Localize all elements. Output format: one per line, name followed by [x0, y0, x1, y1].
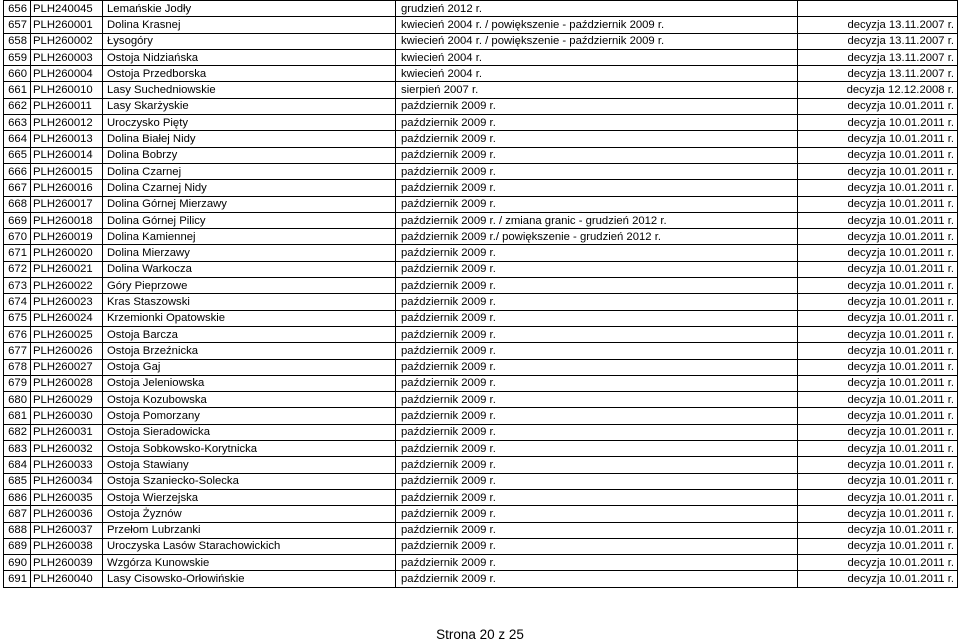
decision: decyzja 10.01.2011 r. — [798, 571, 958, 587]
table-row — [4, 98, 958, 114]
row-number: 660 — [4, 66, 31, 82]
table-row — [4, 424, 958, 440]
site-name: Ostoja Pomorzany — [103, 408, 396, 424]
row-number: 662 — [4, 98, 31, 114]
decision: decyzja 10.01.2011 r. — [798, 147, 958, 163]
site-name: Dolina Warkocza — [103, 261, 396, 277]
designation-date: październik 2009 r. — [396, 408, 798, 424]
table-row — [4, 1, 958, 17]
designation-date: październik 2009 r. — [396, 147, 798, 163]
decision: decyzja 10.01.2011 r. — [798, 506, 958, 522]
site-name: Dolina Górnej Pilicy — [103, 212, 396, 228]
row-number: 689 — [4, 538, 31, 554]
table-row — [4, 375, 958, 391]
decision: decyzja 10.01.2011 r. — [798, 424, 958, 440]
table-row — [4, 310, 958, 326]
decision — [798, 1, 958, 17]
row-number: 657 — [4, 17, 31, 33]
table-row — [4, 66, 958, 82]
row-number: 673 — [4, 278, 31, 294]
designation-date: październik 2009 r. — [396, 489, 798, 505]
site-name: Dolina Kamiennej — [103, 229, 396, 245]
site-name: Dolina Czarnej Nidy — [103, 180, 396, 196]
designation-date: kwiecień 2004 r. / powiększenie - październik 2009 r. — [396, 17, 798, 33]
designation-date: październik 2009 r. — [396, 424, 798, 440]
site-code: PLH260029 — [31, 392, 103, 408]
table-row — [4, 49, 958, 65]
decision: decyzja 10.01.2011 r. — [798, 555, 958, 571]
table-row — [4, 441, 958, 457]
row-number: 683 — [4, 441, 31, 457]
site-name: Przełom Lubrzanki — [103, 522, 396, 538]
site-name: Ostoja Żyznów — [103, 506, 396, 522]
decision: decyzja 10.01.2011 r. — [798, 326, 958, 342]
decision: decyzja 13.11.2007 r. — [798, 66, 958, 82]
table-row — [4, 408, 958, 424]
site-code: PLH260034 — [31, 473, 103, 489]
table-row — [4, 489, 958, 505]
site-code: PLH260036 — [31, 506, 103, 522]
site-code: PLH260031 — [31, 424, 103, 440]
site-code: PLH260016 — [31, 180, 103, 196]
site-name: Kras Staszowski — [103, 294, 396, 310]
table-row — [4, 343, 958, 359]
site-code: PLH260028 — [31, 375, 103, 391]
site-code: PLH260023 — [31, 294, 103, 310]
row-number: 685 — [4, 473, 31, 489]
site-name: Ostoja Jeleniowska — [103, 375, 396, 391]
decision: decyzja 10.01.2011 r. — [798, 310, 958, 326]
designation-date: październik 2009 r. — [396, 473, 798, 489]
designation-date: październik 2009 r. — [396, 131, 798, 147]
designation-date: październik 2009 r. — [396, 261, 798, 277]
row-number: 661 — [4, 82, 31, 98]
decision: decyzja 10.01.2011 r. — [798, 375, 958, 391]
decision: decyzja 10.01.2011 r. — [798, 229, 958, 245]
site-name: Lasy Cisowsko-Orłowińskie — [103, 571, 396, 587]
site-name: Dolina Bobrzy — [103, 147, 396, 163]
table-row — [4, 359, 958, 375]
table-row — [4, 538, 958, 554]
site-name: Ostoja Sieradowicka — [103, 424, 396, 440]
decision: decyzja 10.01.2011 r. — [798, 522, 958, 538]
decision: decyzja 13.11.2007 r. — [798, 33, 958, 49]
site-name: Lemańskie Jodły — [103, 1, 396, 17]
decision: decyzja 10.01.2011 r. — [798, 131, 958, 147]
site-code: PLH260033 — [31, 457, 103, 473]
row-number: 671 — [4, 245, 31, 261]
row-number: 681 — [4, 408, 31, 424]
site-name: Ostoja Nidziańska — [103, 49, 396, 65]
row-number: 691 — [4, 571, 31, 587]
designation-date: październik 2009 r. — [396, 571, 798, 587]
decision: decyzja 10.01.2011 r. — [798, 163, 958, 179]
row-number: 678 — [4, 359, 31, 375]
designation-date: październik 2009 r. — [396, 163, 798, 179]
decision: decyzja 10.01.2011 r. — [798, 489, 958, 505]
site-name: Ostoja Stawiany — [103, 457, 396, 473]
site-name: Ostoja Wierzejska — [103, 489, 396, 505]
row-number: 690 — [4, 555, 31, 571]
decision: decyzja 10.01.2011 r. — [798, 115, 958, 131]
site-code: PLH260003 — [31, 49, 103, 65]
decision: decyzja 10.01.2011 r. — [798, 98, 958, 114]
site-name: Dolina Krasnej — [103, 17, 396, 33]
table-row — [4, 115, 958, 131]
site-name: Dolina Czarnej — [103, 163, 396, 179]
site-code: PLH260035 — [31, 489, 103, 505]
site-code: PLH240045 — [31, 1, 103, 17]
site-code: PLH260025 — [31, 326, 103, 342]
site-code: PLH260002 — [31, 33, 103, 49]
row-number: 672 — [4, 261, 31, 277]
designation-date: kwiecień 2004 r. — [396, 66, 798, 82]
decision: decyzja 10.01.2011 r. — [798, 392, 958, 408]
row-number: 669 — [4, 212, 31, 228]
site-code: PLH260038 — [31, 538, 103, 554]
row-number: 658 — [4, 33, 31, 49]
site-code: PLH260020 — [31, 245, 103, 261]
table-row — [4, 392, 958, 408]
site-name: Ostoja Szaniecko-Solecka — [103, 473, 396, 489]
table-row — [4, 522, 958, 538]
table-row — [4, 163, 958, 179]
row-number: 665 — [4, 147, 31, 163]
decision: decyzja 12.12.2008 r. — [798, 82, 958, 98]
row-number: 659 — [4, 49, 31, 65]
row-number: 664 — [4, 131, 31, 147]
table-row — [4, 555, 958, 571]
table-row — [4, 147, 958, 163]
decision: decyzja 10.01.2011 r. — [798, 278, 958, 294]
decision: decyzja 10.01.2011 r. — [798, 196, 958, 212]
designation-date: kwiecień 2004 r. — [396, 49, 798, 65]
decision: decyzja 10.01.2011 r. — [798, 457, 958, 473]
site-name: Dolina Mierzawy — [103, 245, 396, 261]
decision: decyzja 10.01.2011 r. — [798, 261, 958, 277]
row-number: 680 — [4, 392, 31, 408]
designation-date: październik 2009 r. — [396, 196, 798, 212]
site-name: Wzgórza Kunowskie — [103, 555, 396, 571]
row-number: 676 — [4, 326, 31, 342]
decision: decyzja 10.01.2011 r. — [798, 473, 958, 489]
site-name: Lasy Skarżyskie — [103, 98, 396, 114]
designation-date: październik 2009 r. — [396, 180, 798, 196]
row-number: 668 — [4, 196, 31, 212]
site-code: PLH260012 — [31, 115, 103, 131]
site-code: PLH260021 — [31, 261, 103, 277]
designation-date: październik 2009 r. — [396, 294, 798, 310]
decision: decyzja 13.11.2007 r. — [798, 17, 958, 33]
table-row — [4, 457, 958, 473]
table-row — [4, 473, 958, 489]
designation-date: październik 2009 r. — [396, 506, 798, 522]
row-number: 688 — [4, 522, 31, 538]
row-number: 666 — [4, 163, 31, 179]
site-code: PLH260037 — [31, 522, 103, 538]
designation-date: październik 2009 r. — [396, 392, 798, 408]
row-number: 667 — [4, 180, 31, 196]
row-number: 670 — [4, 229, 31, 245]
site-code: PLH260015 — [31, 163, 103, 179]
table-row — [4, 229, 958, 245]
row-number: 684 — [4, 457, 31, 473]
table-row — [4, 294, 958, 310]
site-code: PLH260011 — [31, 98, 103, 114]
designation-date: październik 2009 r. — [396, 375, 798, 391]
site-code: PLH260027 — [31, 359, 103, 375]
designation-date: październik 2009 r. — [396, 555, 798, 571]
page-number: Strona 20 z 25 — [436, 627, 524, 642]
table-row — [4, 196, 958, 212]
site-name: Ostoja Gaj — [103, 359, 396, 375]
site-code: PLH260019 — [31, 229, 103, 245]
site-code: PLH260024 — [31, 310, 103, 326]
decision: decyzja 10.01.2011 r. — [798, 408, 958, 424]
table-row — [4, 212, 958, 228]
designation-date: październik 2009 r. — [396, 98, 798, 114]
designation-date: październik 2009 r. — [396, 245, 798, 261]
table-row — [4, 33, 958, 49]
designation-date: październik 2009 r. — [396, 343, 798, 359]
row-number: 679 — [4, 375, 31, 391]
table-row — [4, 17, 958, 33]
site-code: PLH260004 — [31, 66, 103, 82]
site-name: Ostoja Przedborska — [103, 66, 396, 82]
decision: decyzja 13.11.2007 r. — [798, 49, 958, 65]
designation-date: październik 2009 r. — [396, 457, 798, 473]
site-name: Uroczyska Lasów Starachowickich — [103, 538, 396, 554]
designation-date: październik 2009 r. — [396, 278, 798, 294]
row-number: 677 — [4, 343, 31, 359]
designation-date: sierpień 2007 r. — [396, 82, 798, 98]
designation-date: październik 2009 r. — [396, 310, 798, 326]
row-number: 663 — [4, 115, 31, 131]
decision: decyzja 10.01.2011 r. — [798, 538, 958, 554]
table-row — [4, 180, 958, 196]
site-code: PLH260040 — [31, 571, 103, 587]
designation-date: październik 2009 r. — [396, 326, 798, 342]
site-name: Uroczysko Pięty — [103, 115, 396, 131]
table-row — [4, 261, 958, 277]
table-row — [4, 82, 958, 98]
designation-date: październik 2009 r. — [396, 115, 798, 131]
designation-date: październik 2009 r. — [396, 538, 798, 554]
site-code: PLH260022 — [31, 278, 103, 294]
designation-date: październik 2009 r./ powiększenie - grudzień 2012 r. — [396, 229, 798, 245]
site-code: PLH260001 — [31, 17, 103, 33]
row-number: 687 — [4, 506, 31, 522]
decision: decyzja 10.01.2011 r. — [798, 212, 958, 228]
designation-date: kwiecień 2004 r. / powiększenie - październik 2009 r. — [396, 33, 798, 49]
site-name: Ostoja Barcza — [103, 326, 396, 342]
site-name: Łysogóry — [103, 33, 396, 49]
site-name: Ostoja Kozubowska — [103, 392, 396, 408]
row-number: 675 — [4, 310, 31, 326]
designation-date: październik 2009 r. — [396, 441, 798, 457]
site-name: Góry Pieprzowe — [103, 278, 396, 294]
row-number: 674 — [4, 294, 31, 310]
designation-date: grudzień 2012 r. — [396, 1, 798, 17]
table-body — [4, 1, 958, 588]
table-row — [4, 326, 958, 342]
site-name: Krzemionki Opatowskie — [103, 310, 396, 326]
site-code: PLH260017 — [31, 196, 103, 212]
table-row — [4, 131, 958, 147]
site-code: PLH260039 — [31, 555, 103, 571]
row-number: 682 — [4, 424, 31, 440]
site-code: PLH260018 — [31, 212, 103, 228]
site-code: PLH260026 — [31, 343, 103, 359]
site-code: PLH260014 — [31, 147, 103, 163]
site-code: PLH260010 — [31, 82, 103, 98]
table-row — [4, 571, 958, 587]
site-code: PLH260032 — [31, 441, 103, 457]
decision: decyzja 10.01.2011 r. — [798, 180, 958, 196]
decision: decyzja 10.01.2011 r. — [798, 294, 958, 310]
decision: decyzja 10.01.2011 r. — [798, 359, 958, 375]
row-number: 656 — [4, 1, 31, 17]
decision: decyzja 10.01.2011 r. — [798, 343, 958, 359]
sites-table — [3, 0, 958, 588]
site-name: Dolina Górnej Mierzawy — [103, 196, 396, 212]
designation-date: październik 2009 r. / zmiana granic - grudzień 2012 r. — [396, 212, 798, 228]
decision: decyzja 10.01.2011 r. — [798, 245, 958, 261]
site-name: Dolina Białej Nidy — [103, 131, 396, 147]
designation-date: październik 2009 r. — [396, 359, 798, 375]
site-code: PLH260013 — [31, 131, 103, 147]
site-name: Lasy Suchedniowskie — [103, 82, 396, 98]
site-name: Ostoja Brzeźnicka — [103, 343, 396, 359]
site-code: PLH260030 — [31, 408, 103, 424]
table-row — [4, 245, 958, 261]
row-number: 686 — [4, 489, 31, 505]
decision: decyzja 10.01.2011 r. — [798, 441, 958, 457]
table-row — [4, 506, 958, 522]
site-name: Ostoja Sobkowsko-Korytnicka — [103, 441, 396, 457]
table-row — [4, 278, 958, 294]
designation-date: październik 2009 r. — [396, 522, 798, 538]
